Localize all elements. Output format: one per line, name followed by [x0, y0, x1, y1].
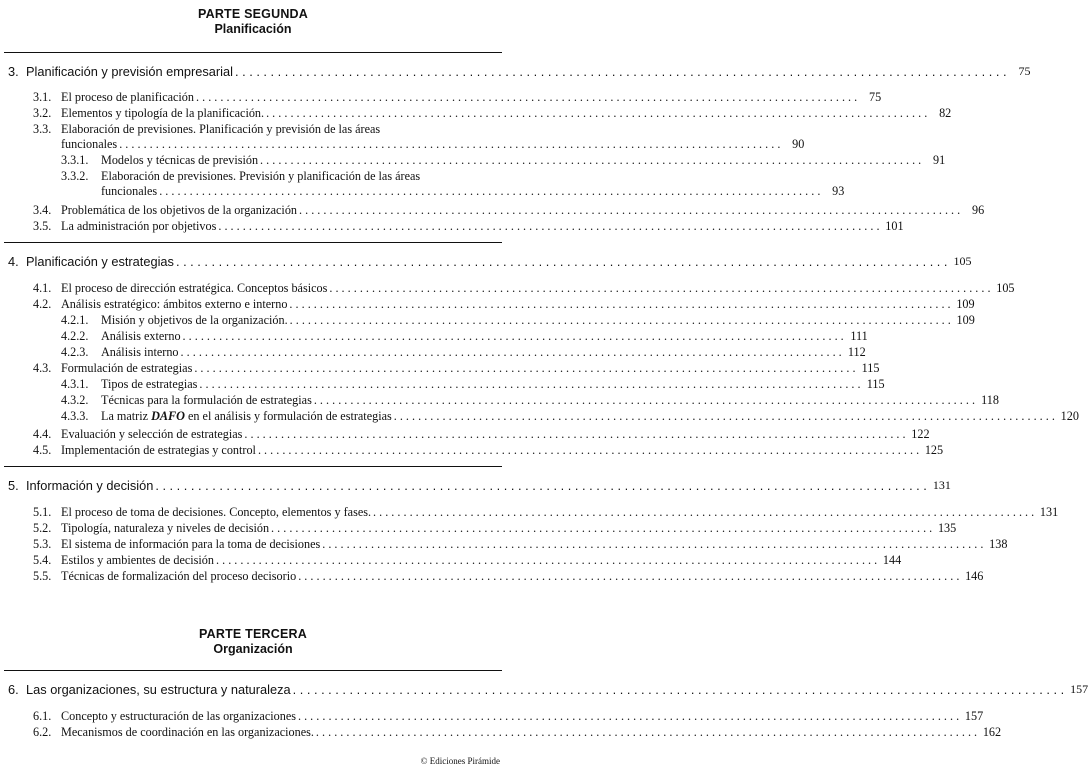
section-title: El proceso de planificación [61, 90, 194, 104]
section-title: Implementación de estrategias y control [61, 443, 256, 457]
page-number: 146 [965, 569, 984, 583]
page-number: 122 [911, 427, 930, 441]
chapter-entry[interactable] [8, 478, 951, 493]
chapter-number: 5. [8, 478, 19, 493]
page-number: 120 [1060, 409, 1079, 423]
dot-leader [314, 393, 975, 407]
chapter-title: Las organizaciones, su estructura y naturaleza [26, 682, 291, 697]
section-entry[interactable] [33, 537, 1008, 551]
section-entry[interactable] [33, 569, 984, 583]
subsection-title-line [61, 169, 420, 183]
section-title: Tipología, naturaleza y niveles de decisión [61, 521, 270, 535]
dot-leader [196, 90, 857, 104]
subsection-title: Tipos de estrategias [101, 377, 198, 391]
subsection-title: Misión y objetivos de la organización. [101, 313, 288, 327]
page-number: 115 [866, 377, 885, 391]
section-number: 4.5. [33, 443, 52, 457]
page-number: 109 [956, 297, 975, 311]
page-number: 138 [989, 537, 1008, 551]
section-title: Elementos y tipología de la planificación. [61, 106, 265, 120]
dot-leader [298, 709, 959, 723]
page-number: 105 [996, 281, 1015, 295]
dot-leader [181, 345, 842, 359]
section-title: Estilos y ambientes de decisión [61, 553, 214, 567]
section-number: 4.2. [33, 297, 52, 311]
page-number: 82 [939, 106, 952, 120]
section-number: 3.3. [33, 122, 52, 136]
subsection-entry[interactable] [61, 313, 975, 327]
section-entry[interactable] [33, 521, 957, 535]
section-number: 4.1. [33, 281, 52, 295]
section-title: Formulación de estrategias [61, 361, 193, 375]
section-number: 6.1. [33, 709, 52, 723]
section-title: La administración por objetivos [61, 219, 217, 233]
page-number: 75 [1018, 64, 1031, 78]
dot-leader [289, 297, 950, 311]
dot-leader [299, 203, 960, 217]
section-entry[interactable] [33, 297, 975, 311]
section-entry[interactable] [33, 505, 1059, 519]
part-title: PARTE TERCERA [199, 627, 307, 641]
chapter-entry[interactable] [8, 682, 1088, 697]
copyright-footer: © Ediciones Pirámide [420, 756, 500, 766]
dot-leader [293, 682, 1065, 697]
title-text: en el análisis y formulación de estrategias [188, 409, 392, 423]
dot-leader [183, 329, 844, 343]
page-number: 109 [956, 313, 975, 327]
section-number: 6.2. [33, 725, 52, 739]
page-number: 96 [972, 203, 985, 217]
section-entry[interactable] [33, 90, 882, 104]
page-number: 111 [850, 329, 868, 343]
subsection-title [101, 409, 392, 423]
dot-leader [266, 106, 927, 120]
subsection-entry[interactable] [61, 409, 1079, 423]
section-entry[interactable] [33, 203, 985, 217]
dot-leader [316, 725, 977, 739]
section-entry[interactable] [33, 281, 1015, 295]
page-number: 144 [882, 553, 902, 567]
page-number: 91 [933, 153, 946, 167]
subsection-entry[interactable] [61, 345, 866, 359]
section-number: 5.3. [33, 537, 52, 551]
divider [4, 670, 502, 671]
section-entry[interactable] [33, 553, 902, 567]
subsection-number: 4.3.1. [61, 377, 89, 391]
page-number: 115 [861, 361, 880, 375]
section-number: 5.2. [33, 521, 52, 535]
page-number: 75 [868, 90, 882, 104]
section-title: Evaluación y selección de estrategias [61, 427, 243, 441]
dot-leader [235, 64, 1007, 79]
subsection-number: 3.3.2. [61, 169, 89, 183]
section-number: 5.1. [33, 505, 52, 519]
subsection-title: Elaboración de previsiones. Previsión y planificación de las áreas [101, 169, 421, 183]
subsection-number: 4.2.1. [61, 313, 89, 327]
subsection-entry[interactable] [61, 377, 885, 391]
chapter-number: 3. [8, 64, 19, 79]
subsection-number: 4.2.2. [61, 329, 89, 343]
section-title: Concepto y estructuración de las organizaciones [61, 709, 296, 723]
subsection-title: Análisis externo [101, 329, 181, 343]
dot-leader [194, 361, 855, 375]
dot-leader [155, 478, 927, 493]
section-number: 5.4. [33, 553, 52, 567]
section-title: El proceso de toma de decisiones. Concepto, elementos y fases. [61, 505, 372, 519]
section-entry[interactable] [33, 361, 880, 375]
subsection-entry[interactable] [61, 153, 946, 167]
section-entry[interactable] [61, 137, 805, 151]
subsection-number: 4.2.3. [61, 345, 89, 359]
dot-leader [260, 153, 921, 167]
page-number: 105 [953, 254, 972, 268]
dot-leader [329, 281, 990, 295]
chapter-title: Información y decisión [26, 478, 154, 493]
chapter-entry[interactable] [8, 64, 1031, 79]
section-number: 4.4. [33, 427, 52, 441]
section-title: Mecanismos de coordinación en las organizaciones. [61, 725, 314, 739]
dot-leader [298, 569, 959, 583]
dot-leader [199, 377, 860, 391]
page-number: 118 [981, 393, 999, 407]
dot-leader [176, 254, 948, 269]
subsection-number: 3.3.1. [61, 153, 89, 167]
divider [4, 52, 502, 53]
part-subtitle: Planificación [214, 22, 292, 36]
page-number: 101 [885, 219, 904, 233]
page-number: 157 [964, 709, 984, 723]
subsection-title: funcionales [101, 184, 158, 198]
section-entry[interactable] [33, 725, 1002, 739]
section-number: 3.5. [33, 219, 52, 233]
chapter-number: 6. [8, 682, 19, 697]
section-title: Técnicas de formalización del proceso decisorio [61, 569, 297, 583]
dot-leader [244, 427, 905, 441]
section-title: El sistema de información para la toma de decisiones [61, 537, 321, 551]
page-number: 162 [982, 725, 1002, 739]
section-title-line [33, 122, 380, 136]
section-title: Problemática de los objetivos de la organización [61, 203, 298, 217]
dot-leader [290, 313, 951, 327]
section-entry[interactable] [33, 443, 944, 457]
chapter-entry[interactable] [8, 254, 972, 269]
subsection-title: Técnicas para la formulación de estrategias [101, 393, 312, 407]
section-number: 3.2. [33, 106, 52, 120]
subsection-entry[interactable] [61, 393, 999, 407]
section-title: Elaboración de previsiones. Planificación y previsión de las áreas [61, 122, 381, 136]
section-entry[interactable] [33, 219, 904, 233]
section-number: 5.5. [33, 569, 52, 583]
section-number: 3.1. [33, 90, 52, 104]
page-number: 90 [792, 137, 805, 151]
emphasis-text: DAFO [151, 409, 185, 423]
section-entry[interactable] [33, 427, 930, 441]
section-title: funcionales [61, 137, 118, 151]
dot-leader [373, 505, 1034, 519]
section-title: Análisis estratégico: ámbitos externo e interno [61, 297, 288, 311]
dot-leader [322, 537, 983, 551]
section-title: El proceso de dirección estratégica. Conceptos básicos [61, 281, 328, 295]
section-entry[interactable] [33, 709, 984, 723]
dot-leader [271, 521, 932, 535]
page-number: 157 [1070, 682, 1088, 696]
dot-leader [394, 409, 1055, 423]
dot-leader [216, 553, 877, 567]
divider [4, 242, 502, 243]
section-entry[interactable] [33, 106, 952, 120]
page-number: 112 [847, 345, 866, 359]
section-number: 3.4. [33, 203, 52, 217]
chapter-number: 4. [8, 254, 19, 269]
subsection-title: Análisis interno [101, 345, 179, 359]
section-number: 4.3. [33, 361, 52, 375]
part-title: PARTE SEGUNDA [197, 7, 309, 21]
dot-leader [119, 137, 780, 151]
page-number: 131 [932, 478, 951, 492]
dot-leader [258, 443, 919, 457]
dot-leader [159, 184, 820, 198]
page-number: 93 [832, 184, 845, 198]
chapter-title: Planificación y estrategias [26, 254, 174, 269]
subsection-number: 4.3.2. [61, 393, 89, 407]
subsection-number: 4.3.3. [61, 409, 89, 423]
page-number: 125 [924, 443, 944, 457]
title-text: La matriz [101, 409, 149, 423]
divider [4, 466, 502, 467]
subsection-entry[interactable] [101, 184, 845, 198]
page-number: 135 [937, 521, 957, 535]
subsection-title: Modelos y técnicas de previsión [101, 153, 259, 167]
page-number: 131 [1039, 505, 1059, 519]
dot-leader [218, 219, 879, 233]
part-subtitle: Organización [213, 642, 293, 656]
chapter-title: Planificación y previsión empresarial [26, 64, 233, 79]
subsection-entry[interactable] [61, 329, 868, 343]
